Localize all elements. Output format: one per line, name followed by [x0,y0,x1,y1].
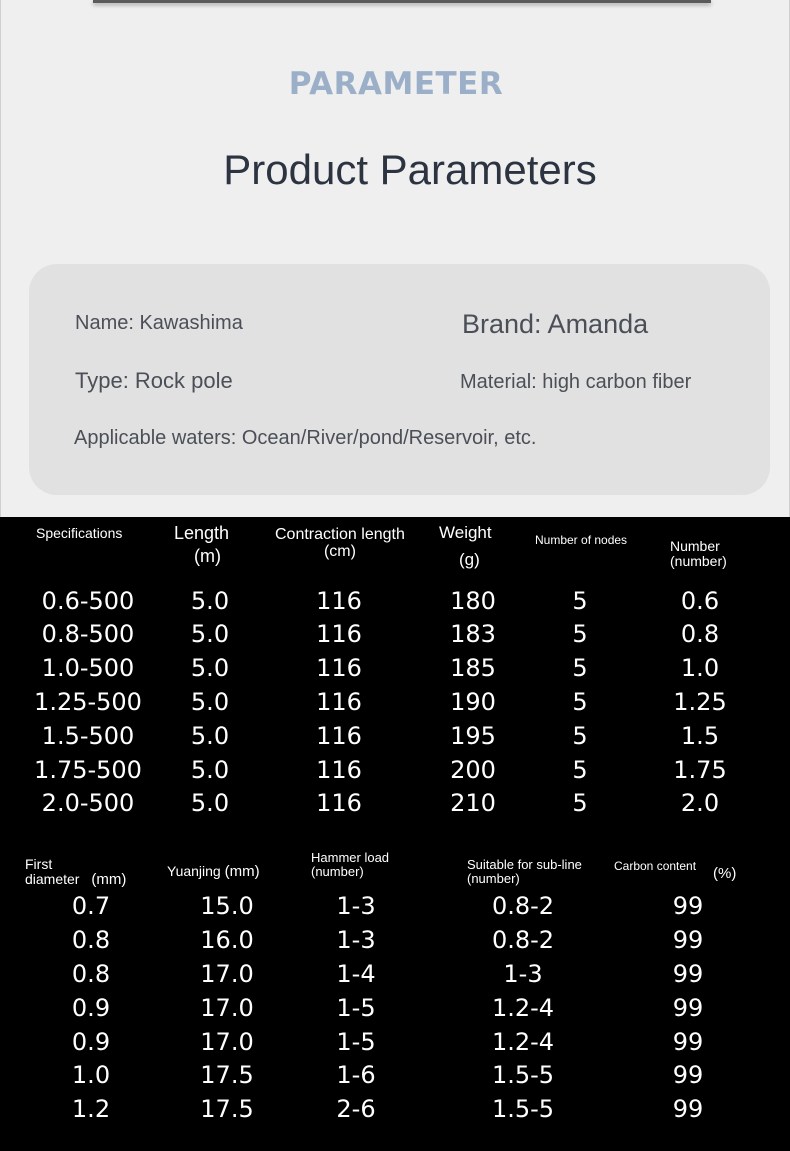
cell-spec: 1.75-500 [34,756,142,784]
cell-number: 2.0 [680,789,720,817]
cell-yuanjing: 15.0 [200,892,254,920]
cell-weight: 183 [450,620,496,648]
cell-nodes: 5 [572,587,588,615]
header-hammer-load [311,851,389,878]
cell-first-diameter: 1.2 [71,1095,111,1123]
top-divider-bar [93,0,711,3]
header-diameter-unit: (mm) [91,870,127,888]
cell-sub-line: 1-3 [503,960,543,988]
cell-nodes: 5 [572,756,588,784]
header-yuanjing-label: Yuanjing [167,863,221,879]
cell-contraction: 116 [316,789,362,817]
cell-yuanjing: 17.5 [200,1095,254,1123]
header-contraction-length [275,527,405,561]
cell-sub-line: 1.2-4 [491,994,555,1022]
cell-contraction: 116 [316,620,362,648]
cell-weight: 185 [450,654,496,682]
header-weight [439,524,492,569]
cell-number: 1.25 [673,688,727,716]
cell-hammer-load: 1-3 [336,926,376,954]
header-suitable-sub-line [467,858,582,885]
cell-contraction: 116 [316,722,362,750]
cell-length: 5.0 [190,722,230,750]
info-waters: Applicable waters: Ocean/River/pond/Reservoir, etc. [74,427,537,449]
cell-length: 5.0 [190,620,230,648]
cell-first-diameter: 0.7 [71,892,111,920]
cell-sub-line: 1.5-5 [491,1095,555,1123]
cell-length: 5.0 [190,654,230,682]
cell-first-diameter: 0.9 [71,994,111,1022]
cell-nodes: 5 [572,688,588,716]
cell-first-diameter: 1.0 [71,1061,111,1089]
cell-sub-line: 1.5-5 [491,1061,555,1089]
cell-spec: 2.0-500 [41,789,135,817]
cell-nodes: 5 [572,722,588,750]
header-hammer-label: Hammer load [311,850,390,865]
cell-carbon-content: 99 [672,994,704,1022]
cell-length: 5.0 [190,789,230,817]
product-info-section [0,0,790,517]
header-number-unit: (number) [670,552,727,569]
header-number-label: Number [670,538,720,554]
cell-contraction: 116 [316,654,362,682]
header-length-label: Length [174,523,230,543]
cell-spec: 1.0-500 [41,654,135,682]
info-material: Material: high carbon fiber [460,371,692,393]
cell-first-diameter: 0.9 [71,1028,111,1056]
cell-nodes: 5 [572,620,588,648]
cell-length: 5.0 [190,756,230,784]
header-weight-label: Weight [439,523,492,542]
cell-yuanjing: 17.0 [200,1028,254,1056]
cell-contraction: 116 [316,688,362,716]
cell-contraction: 116 [316,587,362,615]
cell-number: 1.0 [680,654,720,682]
info-type: Type: Rock pole [75,368,233,393]
header-length-unit: (m) [194,545,221,566]
cell-carbon-content: 99 [672,1095,704,1123]
cell-spec: 0.6-500 [41,587,135,615]
cell-hammer-load: 1-3 [336,892,376,920]
cell-hammer-load: 1-4 [336,960,376,988]
cell-spec: 1.25-500 [34,688,142,716]
header-first-diameter [25,857,126,887]
info-brand: Brand: Amanda [462,309,649,339]
cell-first-diameter: 0.8 [71,926,111,954]
cell-carbon-content: 99 [672,960,704,988]
cell-carbon-content: 99 [672,1028,704,1056]
cell-hammer-load: 1-6 [336,1061,376,1089]
header-yuanjing [167,864,260,880]
header-yuanjing-unit: (mm) [224,863,260,880]
header-hammer-unit: (number) [311,863,364,879]
cell-hammer-load: 2-6 [336,1095,376,1123]
cell-weight: 180 [450,587,496,615]
header-weight-unit: (g) [459,549,480,569]
header-first-label: First [25,856,53,872]
cell-carbon-content: 99 [672,1061,704,1089]
header-subline-unit: (number) [467,870,520,886]
cell-yuanjing: 17.0 [200,960,254,988]
cell-spec: 1.5-500 [41,722,135,750]
cell-length: 5.0 [190,688,230,716]
cell-carbon-content: 99 [672,892,704,920]
header-carbon-unit: (%) [713,865,737,882]
cell-weight: 195 [450,722,496,750]
cell-nodes: 5 [572,789,588,817]
cell-number: 1.75 [673,756,727,784]
cell-weight: 210 [450,789,496,817]
header-carbon-content: Carbon content [614,859,697,873]
section-eyebrow: PARAMETER [288,66,504,102]
cell-weight: 190 [450,688,496,716]
cell-number: 0.6 [680,587,720,615]
cell-spec: 0.8-500 [41,620,135,648]
header-diameter-label: diameter [25,870,80,887]
header-length [174,524,229,566]
cell-number: 1.5 [680,722,720,750]
header-contraction-unit: (cm) [323,542,356,560]
cell-weight: 200 [450,756,496,784]
header-specifications: Specifications [36,525,123,541]
cell-first-diameter: 0.8 [71,960,111,988]
cell-nodes: 5 [572,654,588,682]
cell-hammer-load: 1-5 [336,1028,376,1056]
cell-yuanjing: 17.0 [200,994,254,1022]
header-contraction-label: Contraction length [275,526,405,543]
cell-length: 5.0 [190,587,230,615]
cell-hammer-load: 1-5 [336,994,376,1022]
cell-yuanjing: 16.0 [200,926,254,954]
cell-number: 0.8 [680,620,720,648]
cell-carbon-content: 99 [672,926,704,954]
header-subline-label: Suitable for sub-line [467,857,582,872]
cell-sub-line: 0.8-2 [491,926,555,954]
page-title: Product Parameters [223,146,597,193]
cell-sub-line: 1.2-4 [491,1028,555,1056]
cell-yuanjing: 17.5 [200,1061,254,1089]
info-name: Name: Kawashima [75,312,243,334]
cell-contraction: 116 [316,756,362,784]
header-number [670,539,727,568]
header-number-of-nodes: Number of nodes [535,533,628,547]
cell-sub-line: 0.8-2 [491,892,555,920]
